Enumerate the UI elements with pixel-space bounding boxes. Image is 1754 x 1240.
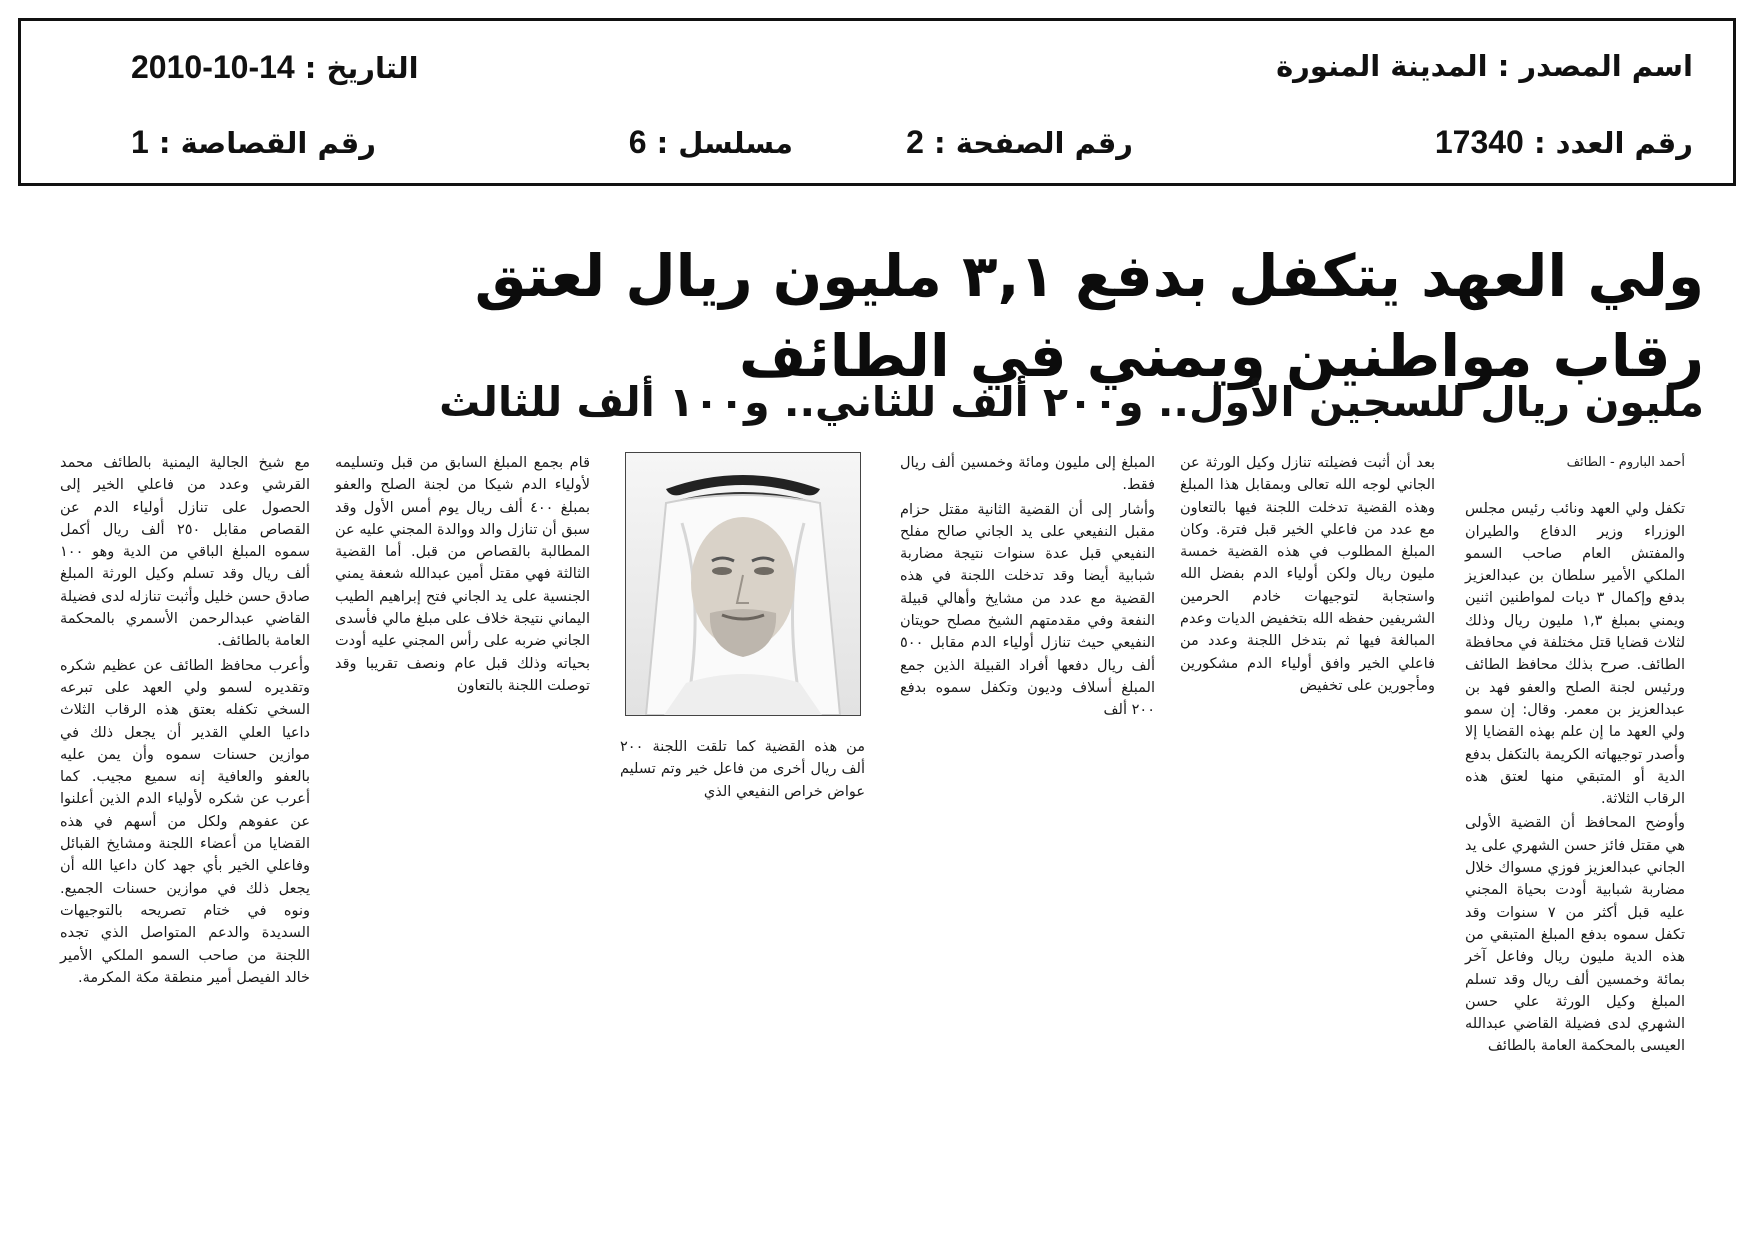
paragraph: المبلغ إلى مليون ومائة وخمسين ألف ريال فقط. <box>900 455 1155 494</box>
page-value: 2 <box>906 124 924 160</box>
headline-line-1: ولي العهد يتكفل بدفع ٣,١ مليون ريال لعتق <box>474 242 1704 310</box>
page-label: رقم الصفحة : <box>923 126 1133 160</box>
page-field <box>906 124 1133 161</box>
issue-value: 17340 <box>1434 124 1524 160</box>
clip-label: رقم القصاصة : <box>148 126 376 160</box>
portrait-photo <box>625 452 861 716</box>
source-label: اسم المصدر : <box>1487 49 1693 83</box>
date-label: التاريخ : <box>294 51 419 85</box>
date-value: 2010-10-14 <box>131 49 295 85</box>
article-headline <box>44 236 1704 396</box>
clip-field <box>131 124 376 161</box>
article-column-3 <box>900 452 1155 724</box>
source-field <box>1276 49 1693 83</box>
clipping-header <box>18 18 1736 186</box>
article-column-2 <box>1180 452 1435 699</box>
paragraph: وأوضح المحافظ أن القضية الأولى هي مقتل فائز حسن الشهري على يد الجاني عبدالعزيز فوزي مسواك خلال مضاربة شبابية أودت بحياة المجني عليه قبل أكثر من ٧ سنوات وقد تكفل سموه بدفع المبلغ المتبقي من هذه الدية مليون ريال وفاعل آخر بمائة وخمسين ألف ريال وقد تسلم المبلغ وكيل الورثة علي حسن الشهري لدى فضيلة القاضي عبدالله العيسى بالمحكمة العامة بالطائف <box>1465 815 1685 1055</box>
issue-field <box>1435 124 1693 161</box>
paragraph: تكفل ولي العهد ونائب رئيس مجلس الوزراء وزير الدفاع والطيران والمفتش العام صاحب السمو الملكي الأمير سلطان بن عبدالعزيز بدفع وإكمال ٣ ديات لمواطنين اثنين ويمني بمبلغ ١,٣ مليون ريال وذلك لثلاث قضايا قتل مختلفة في محافظة الطائف. صرح بذلك محافظ الطائف ورئيس لجنة الصلح والعفو فهد بن عبدالعزيز بن معمر. وقال: إن سمو ولي العهد ما إن علم بهذه القضايا إلا وأصدر توجيهاته الكريمة بالتكفل بدفع الدية أو المتبقي منها لعتق هذه الرقاب الثلاثة. <box>1465 501 1685 808</box>
paragraph: وأشار إلى أن القضية الثانية مقتل حزام مقبل النفيعي على يد الجاني صالح مفلح النفيعي قبل عدة سنوات نتيجة مضاربة شبابية أيضا وقد تدخلت اللجنة في هذه القضية مع عدد من مشايخ وأهالي قبيلة النفعة وفي مقدمتهم الشيخ مصلح حويتان النفيعي حيث تنازل أولياء الدم مقابل ٥٠٠ ألف ريال دفعها أفراد القبيلة الذين جمع المبلغ أسلاف وديون وتكفل سموه بدفع ٢٠٠ ألف <box>900 501 1155 719</box>
article-column-4 <box>620 736 865 805</box>
article-column-1 <box>1465 452 1685 1060</box>
date-field <box>131 49 419 86</box>
clip-value: 1 <box>131 124 149 160</box>
article-subheadline: مليون ريال للسجين الأول.. و٢٠٠ ألف للثاني.. و١٠٠ ألف للثالث <box>439 378 1704 426</box>
article-column-6 <box>60 452 310 991</box>
serial-label: مسلسل : <box>646 126 793 160</box>
paragraph: وأعرب محافظ الطائف عن عظيم شكره وتقديره لسمو ولي العهد على تبرعه السخي تكفله بعتق هذه الرقاب الثلاث داعيا العلي القدير أن يجعل ذلك في موازين حسنات سموه وأن يمن عليه بالعفو والعافية إنه سميع مجيب. كما أعرب عن شكره لأولياء الدم الذين أعلنوا عن عفوهم ولكل من أسهم في هذه القضايا من أعضاء اللجنة ومشايخ القبائل وفاعلي الخير بأي جهد كان داعيا الله أن يجعل ذلك في موازين حسنات الجميع. ونوه في ختام تصريحه بالتوجيهات السديدة والدعم المتواصل الذي تجده اللجنة من صاحب السمو الملكي الأمير خالد الفيصل أمير منطقة مكة المكرمة. <box>60 657 310 986</box>
byline: أحمد الباروم - الطائف <box>1566 455 1685 470</box>
paragraph: مع شيخ الجالية اليمنية بالطائف محمد القرشي وعدد من فاعلي الخير إلى الحصول على تنازل أولياء الدم عن القصاص مقابل ٢٥٠ ألف ريال أكمل سموه المبلغ الباقي من الدية وهو ١٠٠ ألف ريال وقد تسلم وكيل الورثة المبلغ صادق حسن خليل وأثبت تنازله لدى فضيلة القاضي عبدالرحمن الأسمري بالمحكمة العامة بالطائف. <box>60 455 310 650</box>
paragraph: قام بجمع المبلغ السابق من قبل وتسليمه لأولياء الدم شيكا من لجنة الصلح والعفو بمبلغ ٤٠٠ ألف ريال يوم أمس الأول وقد سبق أن تنازل والد ووالدة المجني عليه عن المطالبة بالقصاص من قبل. أما القضية الثالثة فهي مقتل أمين عبدالله شعفة يمني الجنسية على يد الجاني فتح إبراهيم الطيب اليماني نتيجة خلاف على مبلغ مالي فأسدى الجاني ضربه على رأس المجني عليه أودت بحياته وذلك قبل عام ونصف تقريبا وقد توصلت اللجنة بالتعاون <box>335 455 590 694</box>
article-column-5 <box>335 452 590 699</box>
serial-field <box>629 124 793 161</box>
source-value: المدينة المنورة <box>1276 49 1488 83</box>
portrait-image-icon <box>626 453 860 715</box>
paragraph: بعد أن أثبت فضيلته تنازل وكيل الورثة عن الجاني لوجه الله تعالى وبمقابل هذا المبلغ وهذه القضية تدخلت اللجنة فيها بالتعاون مع عدد من فاعلي الخير قبل فترة. وكان المبلغ المطلوب في هذه القضية خمسة مليون ريال ولكن أولياء الدم بفضل الله واستجابة لتوجيهات خادم الحرمين الشريفين حفظه الله بتخفيض الديات وعدم المبالغة فيها ثم بتدخل اللجنة وعدد من فاعلي الخير وافق أولياء الدم مشكورين ومأجورين على تخفيض <box>1180 455 1435 694</box>
paragraph: من هذه القضية كما تلقت اللجنة ٢٠٠ ألف ريال أخرى من فاعل خير وتم تسليم عواض خراص النفيعي الذي <box>620 739 865 800</box>
headline-line-2: رقاب مواطنين ويمني في الطائف <box>738 322 1704 390</box>
issue-label: رقم العدد : <box>1523 126 1693 160</box>
serial-value: 6 <box>628 124 647 160</box>
